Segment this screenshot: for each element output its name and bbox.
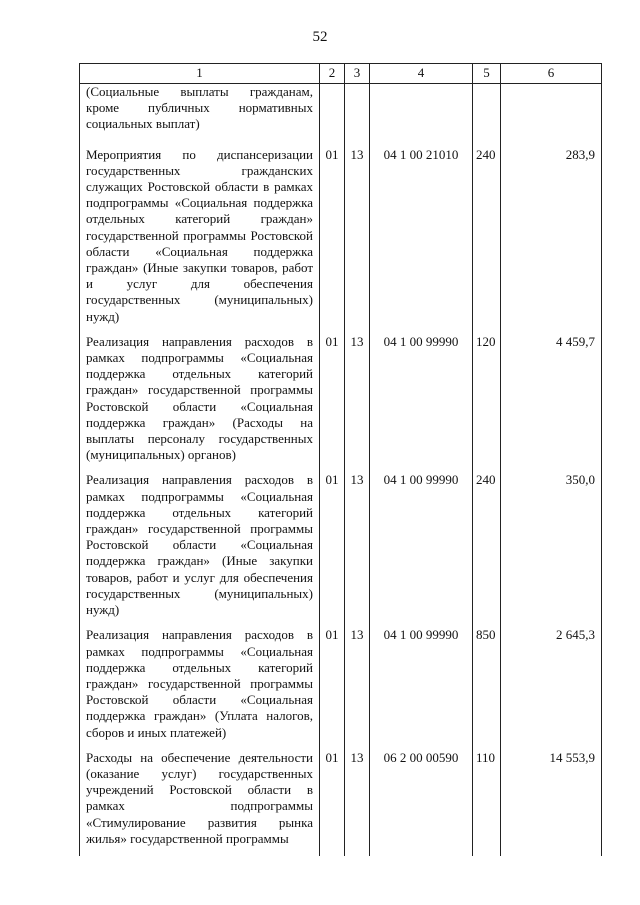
row-description: Реализация направления расходов в рамках подпрограммы «Социальная поддержка отдельных категорий граждан» государственной программы Ростовской области «Социальная поддержка граждан» (Иные закупки товаров, работ и услуг для обеспечения государственных (муниципальных) нужд) (80, 472, 320, 627)
table-row (80, 750, 602, 856)
row-amount: 4 459,7 (501, 334, 602, 473)
row-section: 01 (320, 472, 345, 627)
row-description: Расходы на обеспечение деятельности (оказание услуг) государственных учреждений Ростовской области в рамках подпрограммы «Стимулирование развития рынка жилья» государственной программы (80, 750, 320, 856)
row-amount: 283,9 (501, 147, 602, 334)
row-description: Реализация направления расходов в рамках подпрограммы «Социальная поддержка отдельных категорий граждан» государственной программы Ростовской области «Социальная поддержка граждан» (Уплата налогов, сборов и иных платежей) (80, 627, 320, 749)
row-target-article: 04 1 00 99990 (370, 627, 473, 749)
table-row (80, 627, 602, 749)
row-section: 01 (320, 334, 345, 473)
row-amount: 2 645,3 (501, 627, 602, 749)
header-col-1: 1 (80, 64, 320, 84)
row-amount: 350,0 (501, 472, 602, 627)
row-description: Реализация направления расходов в рамках подпрограммы «Социальная поддержка отдельных категорий граждан» государственной программы Ростовской области «Социальная поддержка граждан» (Расходы на выплаты персоналу государственных (муниципальных) органов) (80, 334, 320, 473)
table-header-row (80, 64, 602, 84)
continuation-text: (Социальные выплаты гражданам, кроме публичных нормативных социальных выплат) (80, 84, 320, 147)
row-expense-type: 850 (473, 627, 501, 749)
header-col-3: 3 (345, 64, 370, 84)
row-subsection: 13 (345, 334, 370, 473)
row-expense-type: 240 (473, 472, 501, 627)
row-subsection: 13 (345, 627, 370, 749)
row-subsection: 13 (345, 750, 370, 856)
table-row (80, 147, 602, 334)
table-row-continuation (80, 84, 602, 147)
row-section: 01 (320, 750, 345, 856)
header-col-6: 6 (501, 64, 602, 84)
row-subsection: 13 (345, 472, 370, 627)
row-target-article: 04 1 00 99990 (370, 472, 473, 627)
table-row (80, 334, 602, 473)
row-section: 01 (320, 627, 345, 749)
table-row (80, 472, 602, 627)
header-col-2: 2 (320, 64, 345, 84)
budget-table (79, 63, 602, 856)
row-amount: 14 553,9 (501, 750, 602, 856)
header-col-5: 5 (473, 64, 501, 84)
row-target-article: 04 1 00 99990 (370, 334, 473, 473)
header-col-4: 4 (370, 64, 473, 84)
row-expense-type: 110 (473, 750, 501, 856)
row-expense-type: 240 (473, 147, 501, 334)
row-section: 01 (320, 147, 345, 334)
row-description: Мероприятия по диспансеризации государственных гражданских служащих Ростовской области в рамках подпрограммы «Социальная поддержка отдельных категорий граждан» государственной программы Ростовской области «Социальная поддержка граждан» (Иные закупки товаров, работ и услуг для обеспечения государственных (муниципальных) нужд) (80, 147, 320, 334)
row-target-article: 04 1 00 21010 (370, 147, 473, 334)
row-target-article: 06 2 00 00590 (370, 750, 473, 856)
row-expense-type: 120 (473, 334, 501, 473)
page-number: 52 (312, 29, 328, 45)
row-subsection: 13 (345, 147, 370, 334)
